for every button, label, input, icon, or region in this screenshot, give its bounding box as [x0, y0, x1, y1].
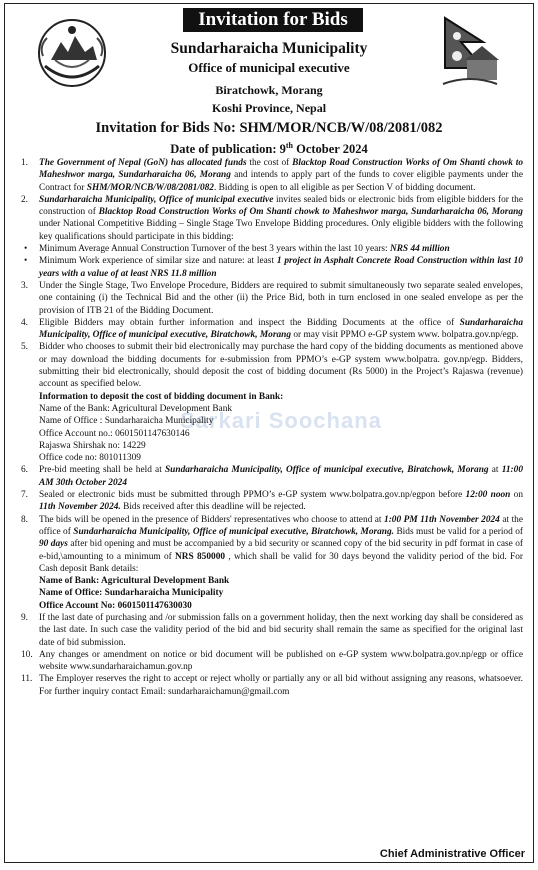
clause-2: 2. Sundarharaicha Municipality, Office of municipal executive invites sealed bids or electronic bids from eligible bidders for the construction of Blacktop Road Construction Works of Om Shanti chowk to Maheshwor marga, Sundarharaicha 06, Morang under National Competitive Bidding – Single Stage Two Envelope Bidding procedures. Only eligible bidders with the following key qualifications should participate in this bidding: — [21, 194, 523, 242]
signatory: Chief Administrative Officer — [379, 848, 525, 860]
clause-7: 7. Sealed or electronic bids must be submitted through PPMO’s e-GP system www.bolpatra.gov.np/egpon before 12:00 noon on 11th November 2024. Bids received after this deadline will be rejected. — [21, 490, 524, 513]
clause-10: 10. Any changes or amendment on notice or bid document will be published on e-GP system www.bolpatra.gov.np/egp or office website www.sundarharaichamun.gov.np — [21, 649, 523, 673]
clause-4: 4. Eligible Bidders may obtain further information and inspect the Bidding Documents at the office of Sundarharaicha Municipality, Office of municipal executive, Biratchowk, Morang or may visit PPMO e-GP system www. bolpatra.gov.np/egp. — [21, 317, 523, 341]
clause-6: 6. Pre-bid meeting shall be held at Sundarharaicha Municipality, Office of municipal executive, Biratchowk, Morang at 11:00 AM 30th October 2024 — [21, 465, 523, 488]
clause-5: 5. Bidder who chooses to submit their bid electronically may purchase the hard copy of the bidding documents as mentioned above or may download the bidding documents for e-submission from PPMO’s e-GP system www.bolpatra. gov.np/egp. Bidders, submitting their bid electronically, should deposit the cost of bidding document (Rs 5000) in the Project’s Rajaswa (revenue) account as specified below. — [21, 342, 523, 390]
notice-body — [19, 157, 523, 698]
clause-3: 3. Under the Single Stage, Two Envelope Procedure, Bidders are required to submit simultaneously two separate sealed envelopes, one containing (i) the Technical Bid and the other (ii) the Price Bid, both in turn enclosed in one sealed envelope as per the provision of ITB 21 of the Bidding Document. — [21, 280, 523, 316]
clause-1: 1. The Government of Nepal (GoN) has allocated funds the cost of Blacktop Road Construction Works of Om Shanti chowk to Maheshwor marga, Sundarharaicha 06, Morang and intends to apply part of the funds to cover eligible payments under the Contract for SHM/MOR/NCB/W/08/2081/082. Bidding is open to all eligible as per Section V of bidding document. — [21, 158, 523, 193]
banner-title: Invitation for Bids — [183, 8, 363, 32]
location: Biratchowk, Morang — [215, 83, 323, 97]
qualification-experience: • Minimum Work experience of similar size and nature: at least 1 project in Asphalt Concrete Road Construction within last 10 years with a value of at least NRS 11.8 million — [24, 256, 523, 279]
clause-11: 11. The Employer reserves the right to accept or reject wholly or partially any or all bid without assigning any reasons, whatsoever. For further inquiry contact Email: sundarharaichamun@gmail.com — [21, 674, 523, 697]
deposit-info: Information to deposit the cost of bidding document in Bank: Name of the Bank: Agricultural Development Bank Name of Office : Sundarharaicha Municipality Office Account no.: 0601501147630146 Rajaswa Shirshak no: 14229 Office code no: 801011309 — [39, 391, 284, 464]
province: Koshi Province, Nepal — [211, 101, 327, 115]
clause-9: 9. If the last date of purchasing and /or submission falls on a government holiday, then the next working day shall be considered as the last date. In such case the validity period of the bid and bid security shall remain the same as specified for the original last date of bid submission. — [21, 612, 523, 648]
publication-date: Date of publication: 9th October 2024 — [170, 141, 368, 157]
org-name: Sundarharaicha Municipality — [170, 40, 368, 57]
ifb-number: Invitation for Bids No: SHM/MOR/NCB/W/08/2081/082 — [95, 120, 443, 136]
cash-deposit-info: Name of Bank: Agricultural Development Bank Name of Office: Sundarharaicha Municipality Office Account No: 0601501147630030 — [39, 576, 230, 611]
office-name: Office of municipal executive — [188, 60, 350, 75]
qualification-turnover: • Minimum Average Annual Construction Turnover of the best 3 years within the last 10 years: NRS 44 million — [24, 244, 450, 255]
notice-page — [4, 3, 534, 863]
clause-8: 8. The bids will be opened in the presence of Bidders' representatives who choose to attend at 1:00 PM 11th November 2024 at the office of Sundarharaicha Municipality, Office of municipal executive, Biratchowk, Morang. Bids must be valid for a period of 90 days after bid opening and must be accompanied by a bid security or scanned copy of the bid security in pdf format in case of e-bid,\amounting to a minimum of NRS 850000 , which shall be valid for 30 days beyond the validity period of the bid. For Cash deposit Bank details: — [21, 514, 523, 574]
watermark: Sarkari Soochana — [180, 408, 382, 433]
